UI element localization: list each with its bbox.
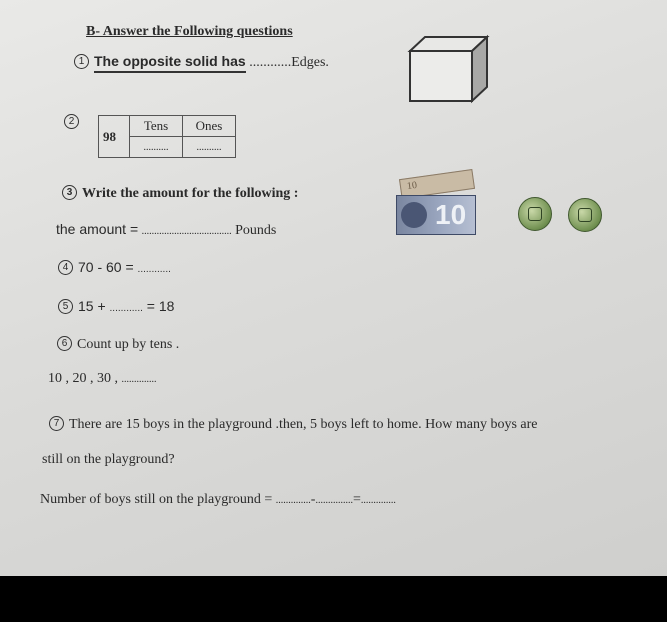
question-1-suffix: Edges. (291, 55, 329, 70)
ones-blank[interactable]: .......... (183, 137, 236, 158)
amount-blank[interactable]: .................................... (141, 226, 232, 237)
answer-blank-7b[interactable]: ............... (315, 495, 353, 506)
question-4 (58, 259, 171, 275)
question-3 (62, 185, 298, 202)
section-title: B- Answer the Following questions (86, 24, 293, 39)
answer-blank-7c[interactable]: .............. (360, 495, 396, 506)
question-1-text: The opposite solid has (94, 53, 246, 73)
banknote-big (396, 195, 476, 235)
answer-blank-7a[interactable]: .............. (275, 495, 311, 506)
question-7-text-1: There are 15 boys in the playground .then, 5 boys left to home. How many boys are (69, 417, 538, 432)
question-7-line-2: still on the playground? (42, 452, 175, 467)
count-sequence (48, 371, 157, 387)
question-5 (58, 298, 174, 314)
answer-label-7: Number of boys still on the playground = (40, 492, 273, 507)
amount-label: the amount = (56, 221, 139, 237)
question-7-answer (40, 492, 396, 508)
answer-blank-1[interactable]: ............ (249, 55, 292, 70)
place-value-number: 98 (99, 116, 130, 158)
answer-blank-4[interactable]: ............ (137, 264, 171, 275)
question-5-suffix: = 18 (146, 298, 175, 314)
question-2-number-wrap (64, 113, 84, 131)
question-number-4: 4 (58, 260, 73, 275)
banknote-small-value: 10 (406, 179, 418, 193)
answer-blank-6[interactable]: .............. (121, 374, 157, 385)
amount-suffix: Pounds (235, 223, 277, 238)
question-number-2: 2 (64, 114, 79, 129)
question-1 (74, 53, 329, 71)
ones-header: Ones (183, 116, 236, 137)
question-5-prefix: 15 + (78, 298, 106, 314)
question-number-5: 5 (58, 299, 73, 314)
place-value-table (98, 115, 236, 158)
question-3-answer (56, 221, 276, 239)
question-number-7: 7 (49, 416, 64, 431)
question-4-expr: 70 - 60 = (78, 259, 134, 275)
answer-blank-5[interactable]: ............ (109, 303, 143, 314)
coin-2 (568, 198, 602, 232)
tens-header: Tens (130, 116, 183, 137)
question-3-text: Write the amount for the following : (82, 186, 299, 201)
question-number-1: 1 (74, 54, 89, 69)
question-6 (57, 336, 179, 353)
question-number-6: 6 (57, 336, 72, 351)
coin-1 (518, 197, 552, 231)
tens-blank[interactable]: .......... (130, 137, 183, 158)
question-6-text: Count up by tens . (77, 337, 180, 352)
cube-drawing (405, 33, 491, 105)
banknote-big-value: 10 (435, 199, 467, 230)
banknote-portrait (401, 202, 427, 228)
question-number-3: 3 (62, 185, 77, 200)
operator-equals: = (352, 492, 361, 507)
operator-minus: - (310, 492, 316, 507)
sequence-values: 10 , 20 , 30 , (48, 371, 118, 386)
question-7-line-1 (49, 416, 538, 433)
